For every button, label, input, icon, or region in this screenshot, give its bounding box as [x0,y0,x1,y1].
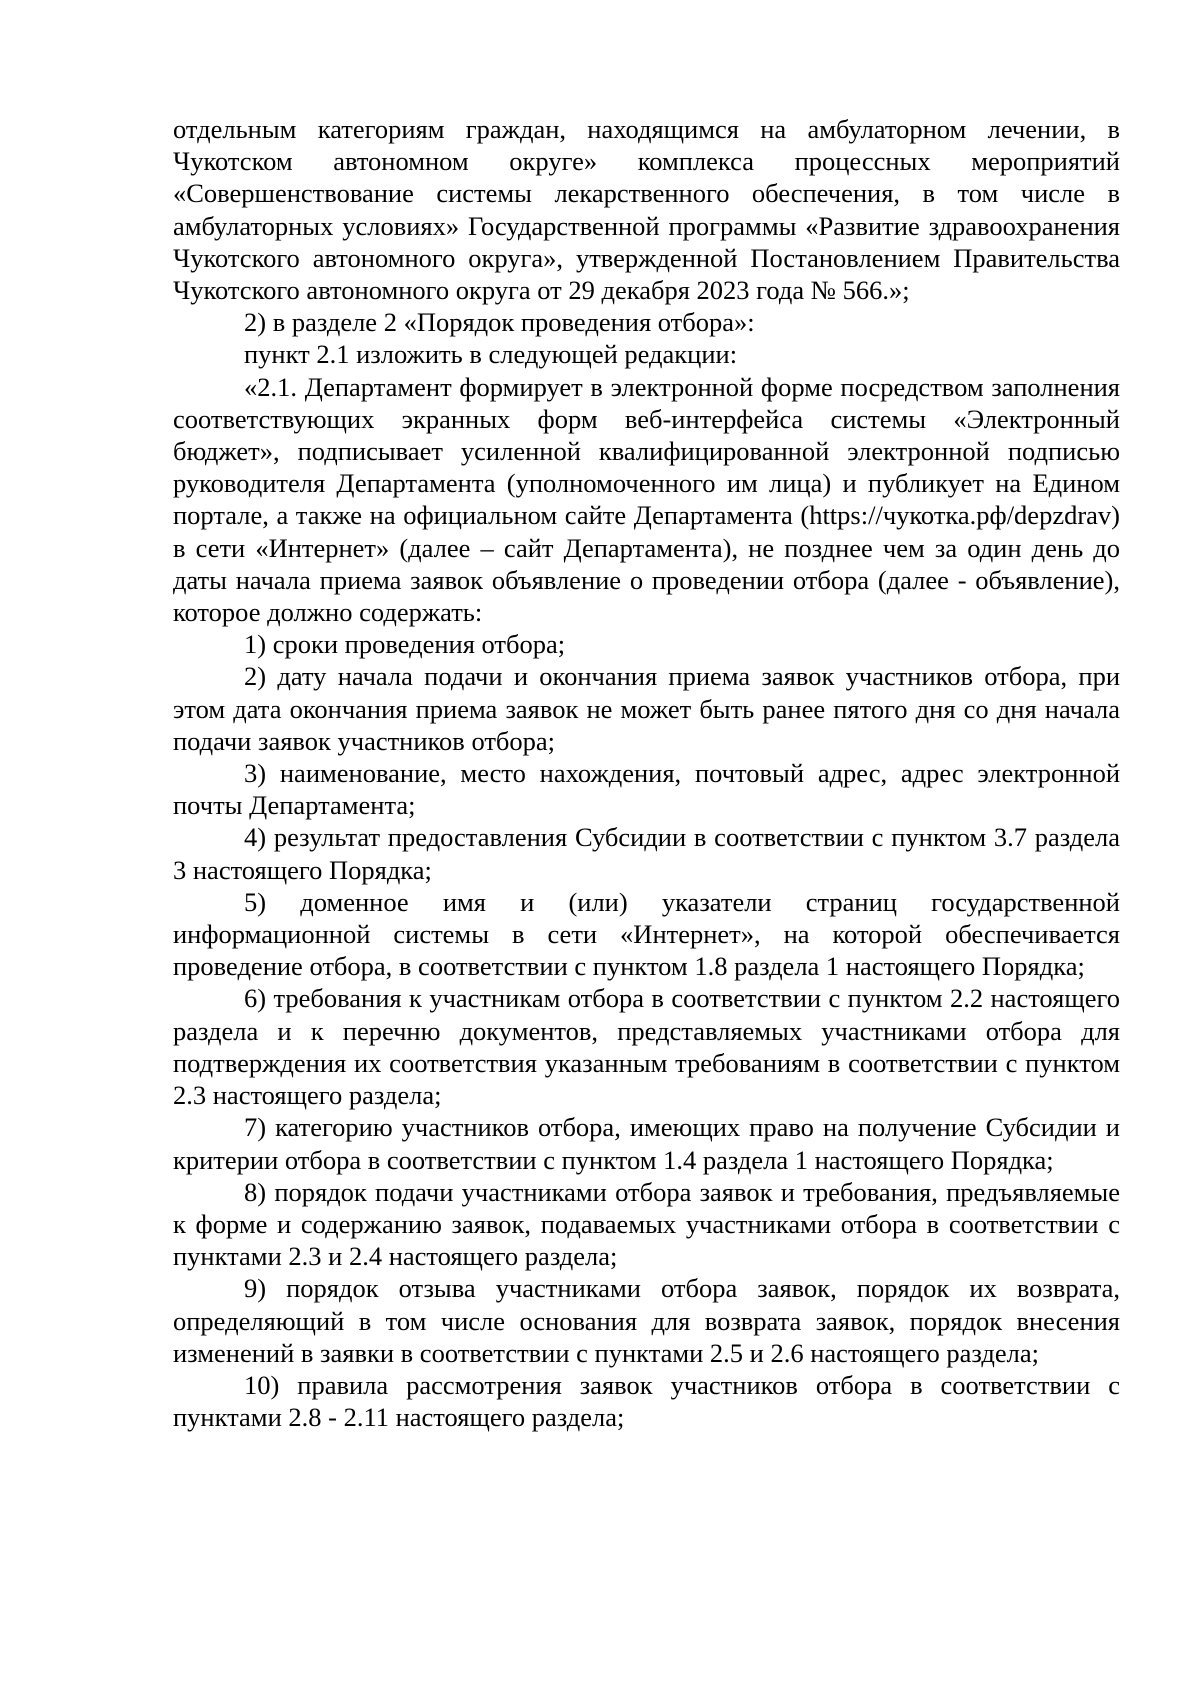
document-body [173,113,1120,1433]
paragraph-point-2-1-instruction: пункт 2.1 изложить в следующей редакции: [244,339,738,370]
list-item-4: 4) результат предоставления Субсидии в соответствии с пунктом 3.7 раздела 3 настоящего Порядка; [173,822,1120,885]
list-item-6: 6) требования к участникам отбора в соответствии с пунктом 2.2 настоящего раздела и к перечню документов, представляемых участниками отбора для подтверждения их соответствия указанным требованиям в соответствии с пунктом 2.3 настоящего раздела; [173,983,1120,1111]
list-item-10: 10) правила рассмотрения заявок участников отбора в соответствии с пунктами 2.8 - 2.11 настоящего раздела; [173,1369,1120,1433]
list-item-7: 7) категорию участников отбора, имеющих право на получение Субсидии и критерии отбора в соответствии с пунктом 1.4 раздела 1 настоящего Порядка; [173,1112,1120,1175]
list-item-1: 1) сроки проведения отбора; [244,629,566,660]
list-item-2: 2) дату начала подачи и окончания приема заявок участников отбора, при этом дата окончания приема заявок не может быть ранее пятого дня со дня начала подачи заявок участников отбора; [173,661,1120,756]
paragraph-point-2-1-text: «2.1. Департамент формирует в электронной форме посредством заполнения соответствующих экранных форм веб-интерфейса системы «Электронный бюджет», подписывает усиленной квалифицированной электронной подписью руководителя Департамента (уполномоченного им лица) и публикует на Едином портале, а также на официальном сайте Департамента (https://чукотка.рф/depzdrav) в сети «Интернет» (далее – сайт Департамента), не позднее чем за один день до даты начала приема заявок объявление о проведении отбора (далее - объявление), которое должно содержать: [173,371,1120,628]
paragraph-section-2-amendment: 2) в разделе 2 «Порядок проведения отбора»: [244,307,755,338]
list-item-5: 5) доменное имя и (или) указатели страниц государственной информационной системы в сети «Интернет», на которой обеспечивается проведение отбора, в соответствии с пунктом 1.8 раздела 1 настоящего Порядка; [173,886,1120,982]
list-item-3: 3) наименование, место нахождения, почтовый адрес, адрес электронной почты Департамента; [173,758,1120,821]
paragraph-intro-continuation: отдельным категориям граждан, находящимся на амбулаторном лечении, в Чукотском автономном округе» комплекса процессных мероприятий «Совершенствование системы лекарственного обеспечения, в том числе в амбулаторных условиях» Государственной программы «Развитие здравоохранения Чукотского автономного округа», утвержденной Постановлением Правительства Чукотского автономного округа от 29 декабря 2023 года № 566.»; [173,114,1120,306]
list-item-8: 8) порядок подачи участниками отбора заявок и требования, предъявляемые к форме и содержанию заявок, подаваемых участниками отбора в соответствии с пунктами 2.3 и 2.4 настоящего раздела; [173,1176,1120,1272]
list-item-9: 9) порядок отзыва участниками отбора заявок, порядок их возврата, определяющий в том числе основания для возврата заявок, порядок внесения изменений в заявки в соответствии с пунктами 2.5 и 2.6 настоящего раздела; [173,1273,1120,1368]
